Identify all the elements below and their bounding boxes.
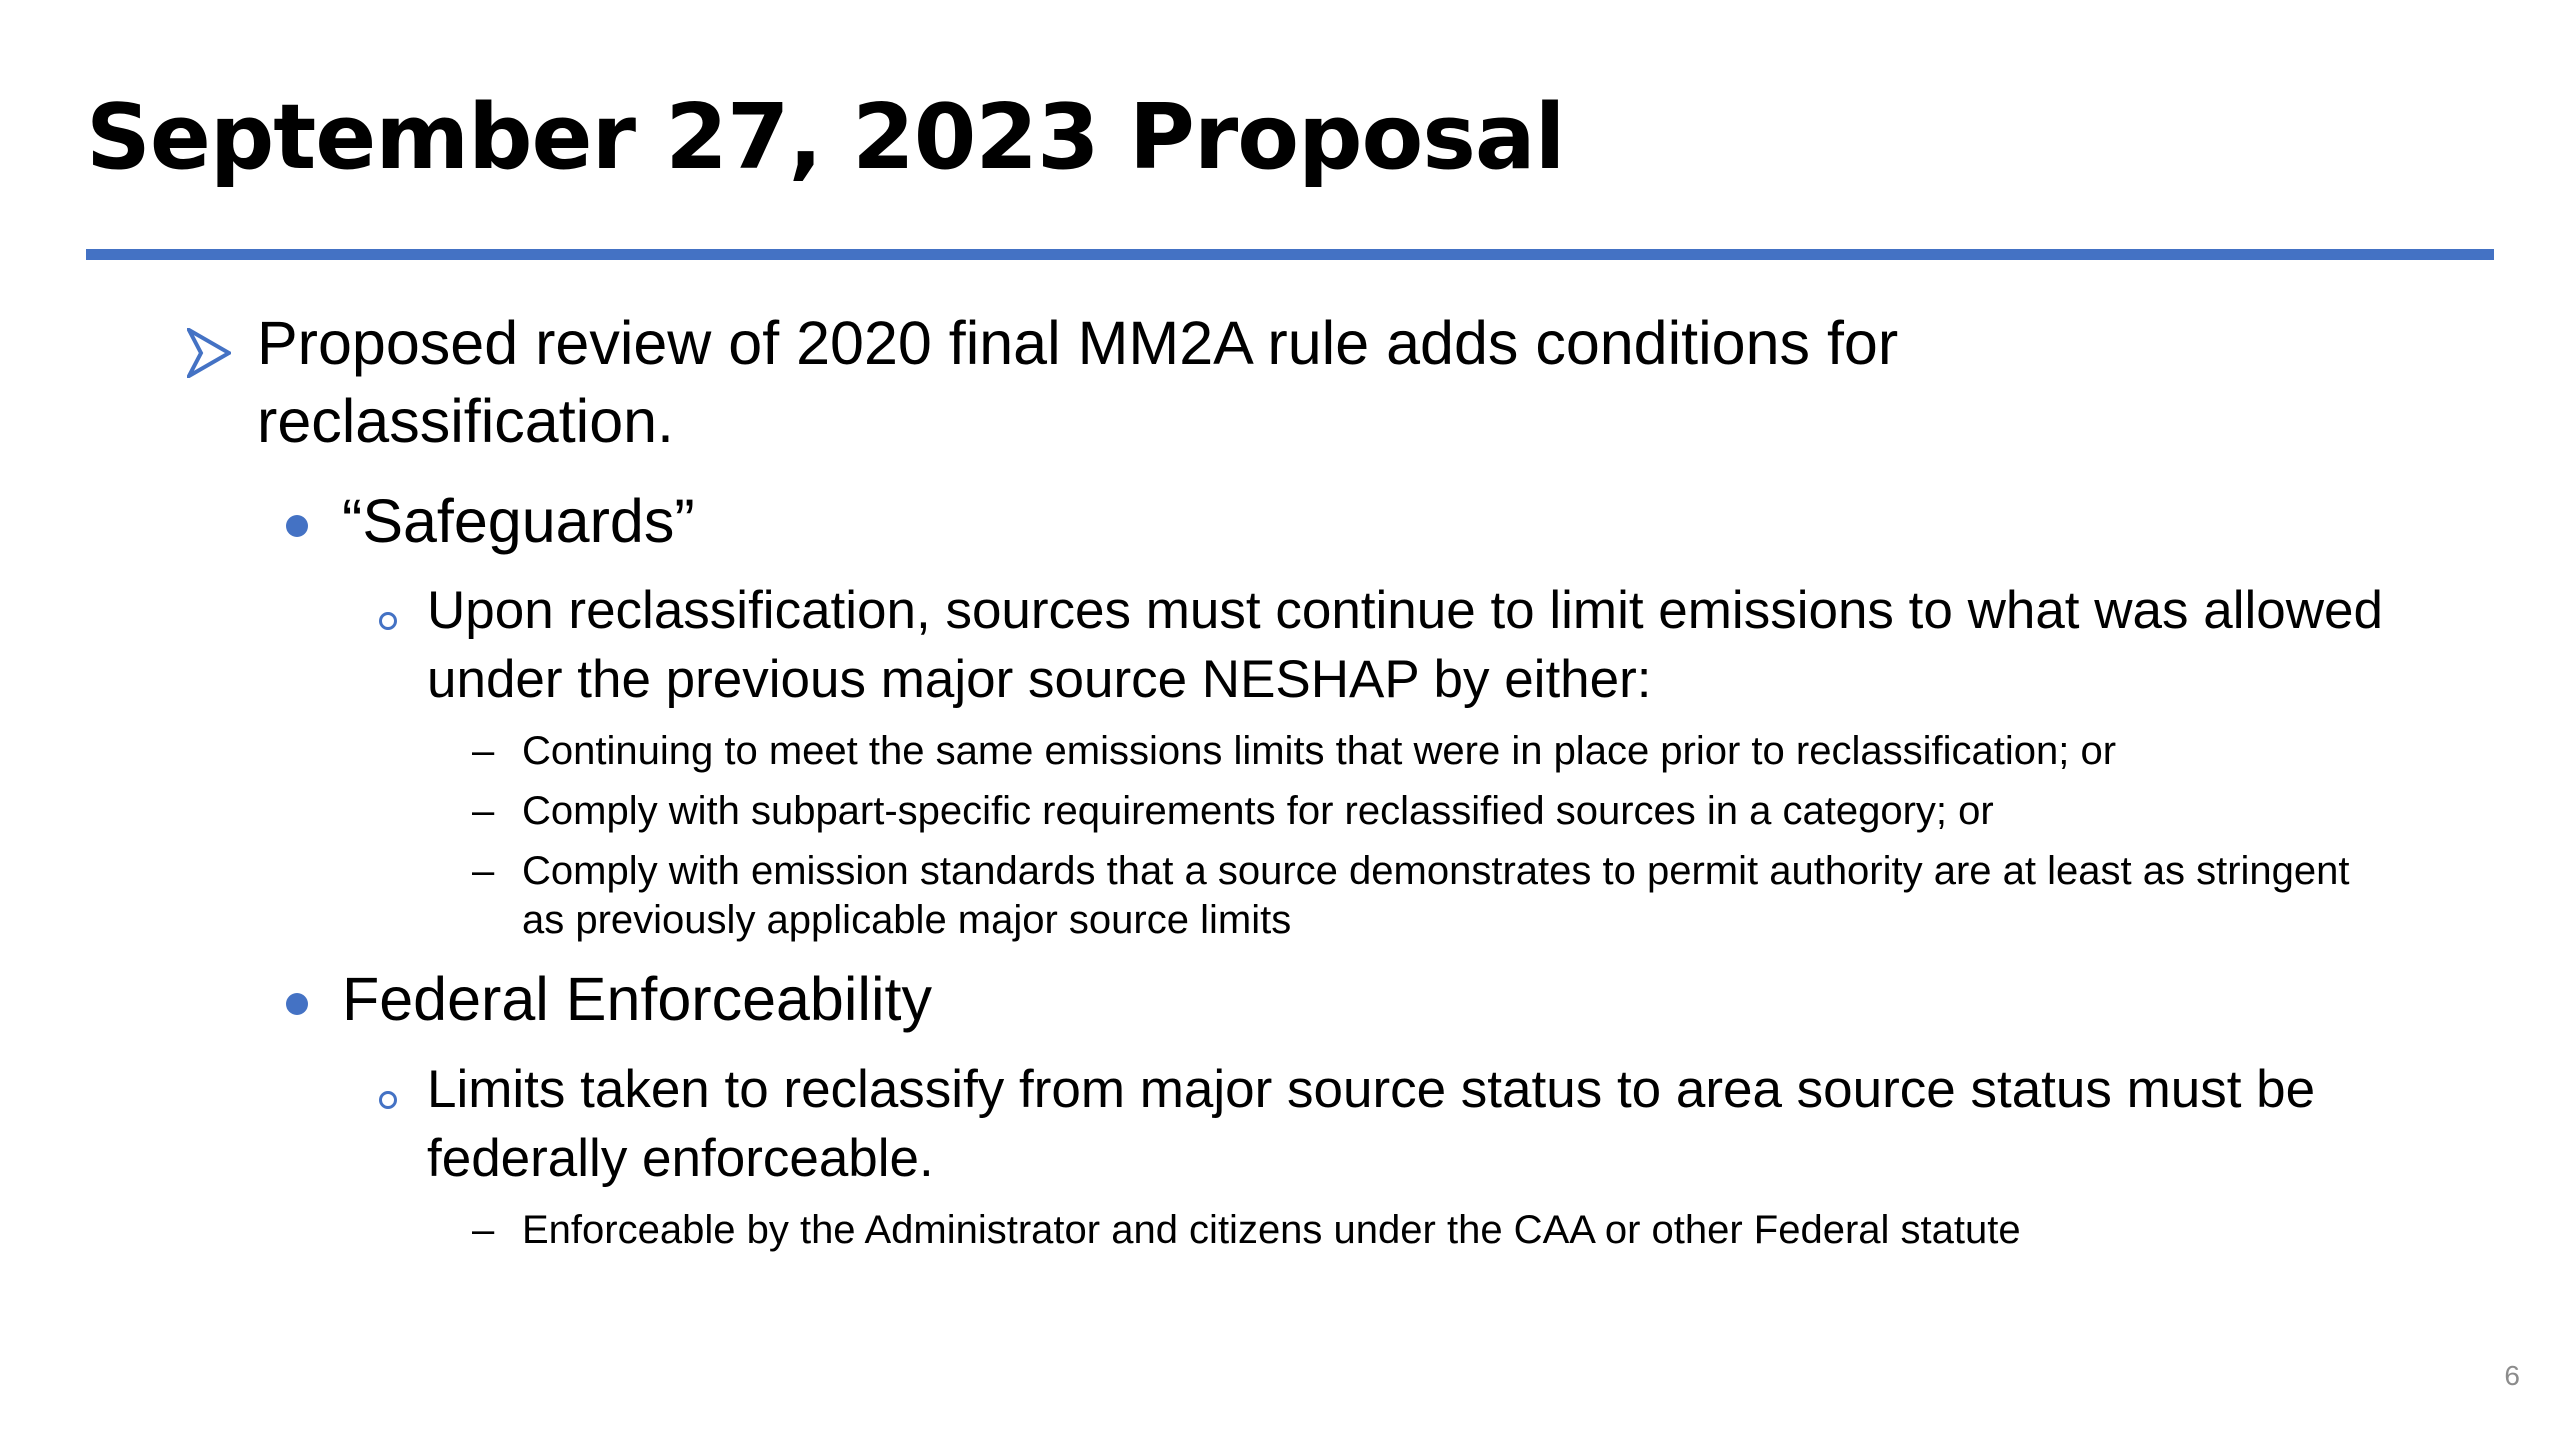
dash-bullet-icon: – bbox=[472, 729, 495, 773]
main-bullet bbox=[257, 304, 2157, 460]
hollow-circle-bullet-icon bbox=[379, 1091, 397, 1109]
enforceability-detail-text: Enforceable by the Administrator and citizens under the CAA or other Federal statute bbox=[522, 1208, 2021, 1252]
enforceability-sub-bullet bbox=[427, 1055, 2427, 1193]
enforceability-heading: Federal Enforceability bbox=[342, 965, 932, 1033]
safeguards-heading: “Safeguards” bbox=[342, 487, 695, 555]
safeguards-sub-bullet bbox=[427, 576, 2427, 714]
safeguards-option-text: Comply with subpart-specific requirements for reclassified sources in a category; or bbox=[522, 789, 1994, 833]
page-number: 6 bbox=[2504, 1360, 2520, 1391]
safeguards-option bbox=[472, 787, 2382, 836]
enforceability-sub-text: Limits taken to reclassify from major source status to area source status must be federally enforceable. bbox=[427, 1060, 2316, 1188]
arrow-bullet-icon bbox=[187, 318, 231, 368]
safeguards-option-text: Comply with emission standards that a source demonstrates to permit authority are at least as stringent as previously applicable major source limits bbox=[522, 849, 2350, 942]
bullet-dot-icon bbox=[286, 993, 308, 1015]
enforceability-detail bbox=[472, 1206, 2382, 1255]
dash-bullet-icon: – bbox=[472, 1208, 495, 1252]
safeguards-option bbox=[472, 727, 2382, 776]
enforceability-bullet bbox=[342, 960, 2342, 1038]
title-divider bbox=[86, 249, 2494, 260]
dash-bullet-icon: – bbox=[472, 789, 495, 833]
safeguards-bullet bbox=[342, 482, 2342, 560]
safeguards-sub-text: Upon reclassification, sources must continue to limit emissions to what was allowed under the previous major source NESHAP by either: bbox=[427, 581, 2383, 709]
slide-title: September 27, 2023 Proposal bbox=[86, 85, 1565, 190]
bullet-dot-icon bbox=[286, 515, 308, 537]
safeguards-option-text: Continuing to meet the same emissions limits that were in place prior to reclassification; or bbox=[522, 729, 2117, 773]
safeguards-option bbox=[472, 847, 2382, 945]
dash-bullet-icon: – bbox=[472, 849, 495, 893]
main-bullet-text: Proposed review of 2020 final MM2A rule adds conditions for reclassification. bbox=[257, 309, 1899, 455]
hollow-circle-bullet-icon bbox=[379, 612, 397, 630]
